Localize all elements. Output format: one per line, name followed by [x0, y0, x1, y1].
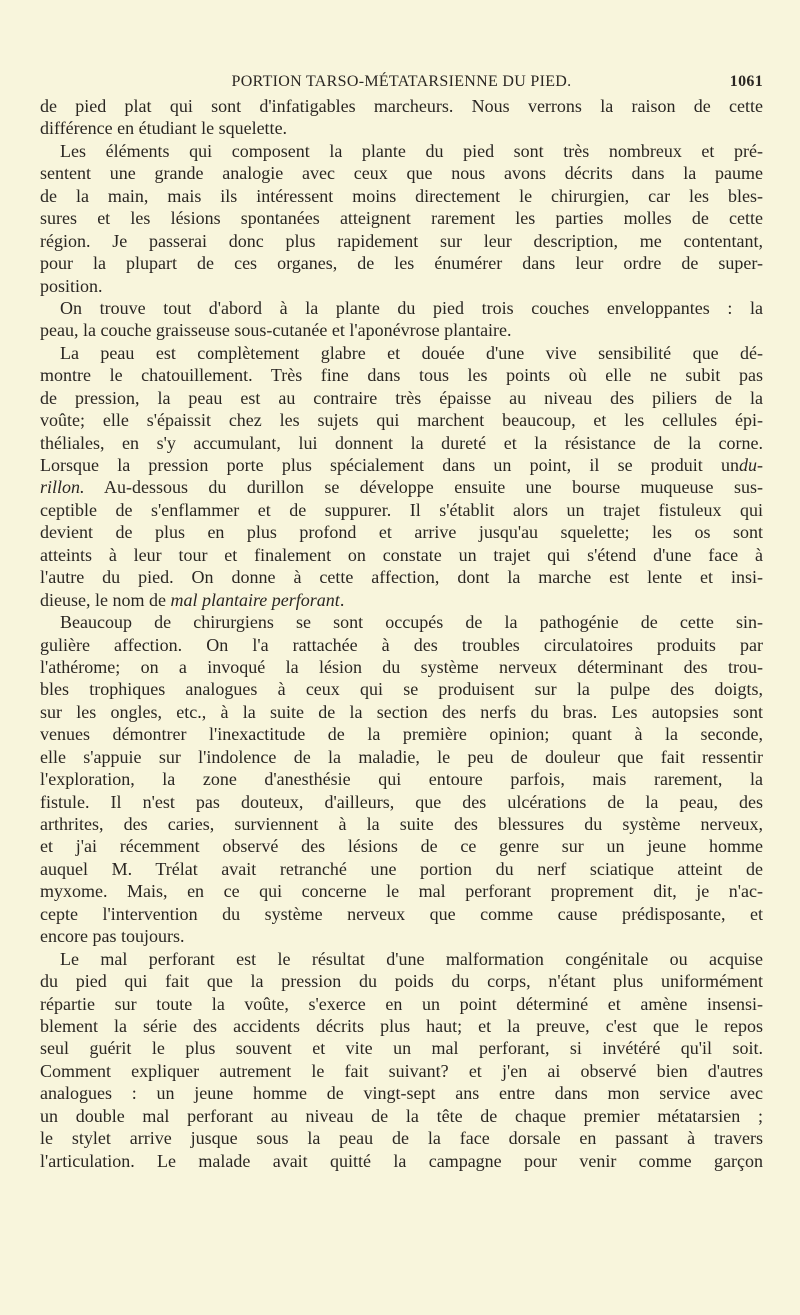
text-line	[40, 1060, 763, 1082]
text-line	[40, 678, 763, 700]
line-text: répartie sur toute la voûte, s'exerce en un point déterminé et amène insensi-	[40, 993, 763, 1014]
text-line	[40, 634, 763, 656]
running-header	[40, 73, 763, 95]
text-line	[40, 95, 763, 117]
text-line	[40, 589, 763, 611]
line-text: voûte; elle s'épaissit chez les sujets qui marchent beaucoup, et les cellules épi-	[40, 410, 763, 431]
text-line	[40, 162, 763, 184]
text-line	[40, 813, 763, 835]
line-text: La peau est complètement glabre et douée d'une vive sensibilité que dé-	[60, 342, 763, 363]
text-line	[40, 544, 763, 566]
text-line	[40, 499, 763, 521]
line-text: elle s'appuie sur l'indolence de la maladie, le peu de douleur que fait ressentir	[40, 746, 763, 767]
text-line	[40, 319, 763, 341]
line-text: sur les ongles, etc., à la suite de la section des nerfs du bras. Les autopsies sont	[40, 701, 763, 722]
text-line	[40, 342, 763, 364]
text-line	[40, 1105, 763, 1127]
line-text: l'athérome; on a invoqué la lésion du système nerveux déterminant des trou-	[40, 656, 763, 677]
line-text: l'autre du pied. On donne à cette affection, dont la marche est lente et insi-	[40, 567, 763, 588]
line-text: bles trophiques analogues à ceux qui se produisent sur la pulpe des doigts,	[40, 679, 763, 700]
text-line	[40, 656, 763, 678]
line-text: et j'ai récemment observé des lésions de ce genre sur un jeune homme	[40, 836, 763, 857]
line-text: l'articulation. Le malade avait quitté la campagne pour venir comme garçon	[40, 1150, 763, 1171]
page-number: 1061	[729, 73, 763, 90]
line-text: gulière affection. On l'a rattachée à des troubles circulatoires produits par	[40, 634, 763, 655]
text-line	[40, 1150, 763, 1172]
text-line	[40, 723, 763, 745]
line-text: de la main, mais ils intéressent moins directement le chirurgien, car les bles-	[40, 185, 763, 206]
line-text: Beaucoup de chirurgiens se sont occupés de la pathogénie de cette sin-	[60, 612, 763, 633]
text-line	[40, 117, 763, 139]
text-line	[40, 925, 763, 947]
line-text: Le mal perforant est le résultat d'une malformation congénitale ou acquise	[60, 948, 763, 969]
line-text: ceptible de s'enflammer et de suppurer. Il s'établit alors un trajet fistuleux qui	[40, 499, 763, 520]
line-text: encore pas toujours.	[40, 926, 185, 947]
text-line	[40, 1015, 763, 1037]
line-text: Comment expliquer autrement le fait suivant? et j'en ai observé bien d'autres	[40, 1060, 763, 1081]
line-text: position.	[40, 275, 103, 296]
line-text: l'exploration, la zone d'anesthésie qui entoure parfois, mais rarement, la	[40, 769, 763, 790]
line-text: arthrites, des caries, surviennent à la suite des blessures du système nerveux,	[40, 814, 763, 834]
line-text: seul guérit le plus souvent et vite un mal perforant, si invétéré qu'il soit.	[40, 1038, 763, 1059]
text-line	[40, 252, 763, 274]
line-text: venues démontrer l'inexactitude de la première opinion; quant à la seconde,	[40, 724, 763, 745]
line-text: blement la série des accidents décrits plus haut; et la preuve, c'est que le repos	[40, 1015, 763, 1036]
line-text: cepte l'intervention du système nerveux que comme cause prédisposante, et	[40, 903, 763, 924]
line-text: myxome. Mais, en ce qui concerne le mal perforant proprement dit, je n'ac-	[40, 881, 763, 902]
text-line	[40, 880, 763, 902]
line-text: Les éléments qui composent la plante du pied sont très nombreux et pré-	[60, 140, 763, 161]
line-text: de pression, la peau est au contraire très épaisse au niveau des piliers de la	[40, 387, 763, 408]
text-line	[40, 611, 763, 633]
line-text: pour la plupart de ces organes, de les énumérer dans leur ordre de super-	[40, 253, 763, 274]
line-text: du pied qui fait que la pression du poids du corps, n'étant plus uniformément	[40, 971, 763, 992]
text-line	[40, 230, 763, 252]
text-line	[40, 835, 763, 857]
line-text: le stylet arrive jusque sous la peau de la face dorsale en passant à travers	[40, 1128, 763, 1149]
line-text: devient de plus en plus profond et arrive jusqu'au squelette; les os sont	[40, 522, 763, 543]
text-line	[40, 858, 763, 880]
text-line	[40, 432, 763, 454]
line-text: analogues : un jeune homme de vingt-sept ans entre dans mon service avec	[40, 1083, 763, 1104]
text-line	[40, 1082, 763, 1104]
text-line	[40, 476, 763, 498]
text-line	[40, 454, 763, 476]
line-text: peau, la couche graisseuse sous-cutanée et l'aponévrose plantaire.	[40, 320, 512, 341]
text-line	[40, 970, 763, 992]
text-line	[40, 185, 763, 207]
line-text: Lorsque la pression porte plus spécialement dans un point, il se produit un	[40, 455, 739, 475]
italic-term: rillon.	[40, 477, 85, 498]
text-line	[40, 948, 763, 970]
text-line	[40, 275, 763, 297]
line-text: atteints à leur tour et finalement on constate un trajet qui s'étend d'une face à	[40, 544, 763, 565]
line-text-after: .	[339, 589, 345, 610]
line-text: montre le chatouillement. Très fine dans tous les points où elle ne subit pas	[40, 365, 763, 386]
text-line	[40, 746, 763, 768]
text-line	[40, 1127, 763, 1149]
line-text: fistule. Il n'est pas douteux, d'ailleurs, que des ulcérations de la peau, des	[40, 791, 763, 812]
line-text: sentent une grande analogie avec ceux que nous avons décrits dans la paume	[40, 163, 763, 184]
text-line	[40, 364, 763, 386]
body-text	[40, 95, 763, 1172]
text-line	[40, 387, 763, 409]
line-text: sures et les lésions spontanées atteignent rarement les parties molles de cette	[40, 208, 763, 229]
italic-term: du-	[739, 455, 763, 475]
line-text: auquel M. Trélat avait retranché une portion du nerf sciatique atteint de	[40, 858, 763, 879]
text-line	[40, 409, 763, 431]
text-line	[40, 207, 763, 229]
line-text: dieuse, le nom de	[40, 589, 171, 610]
line-text: de pied plat qui sont d'infatigables marcheurs. Nous verrons la raison de cette	[40, 96, 763, 116]
line-text-after: Au-dessous du durillon se développe ensuite une bourse muqueuse sus-	[84, 477, 763, 498]
line-text: région. Je passerai donc plus rapidement sur leur description, me contentant,	[40, 230, 763, 251]
text-line	[40, 903, 763, 925]
text-line	[40, 768, 763, 790]
line-text: un double mal perforant au niveau de la tête de chaque premier métatarsien ;	[40, 1105, 763, 1126]
line-text: On trouve tout d'abord à la plante du pied trois couches enveloppantes : la	[60, 297, 763, 318]
text-line	[40, 297, 763, 319]
text-line	[40, 566, 763, 588]
running-title: PORTION TARSO-MÉTATARSIENNE DU PIED.	[231, 73, 572, 90]
line-text: théliales, en s'y accumulant, lui donnent la dureté et la résistance de la corne.	[40, 432, 763, 453]
text-line	[40, 993, 763, 1015]
text-line	[40, 140, 763, 162]
text-line	[40, 791, 763, 813]
text-line	[40, 521, 763, 543]
line-text: différence en étudiant le squelette.	[40, 118, 288, 139]
italic-term: mal plantaire perforant	[170, 589, 340, 610]
text-line	[40, 1037, 763, 1059]
text-line	[40, 701, 763, 723]
